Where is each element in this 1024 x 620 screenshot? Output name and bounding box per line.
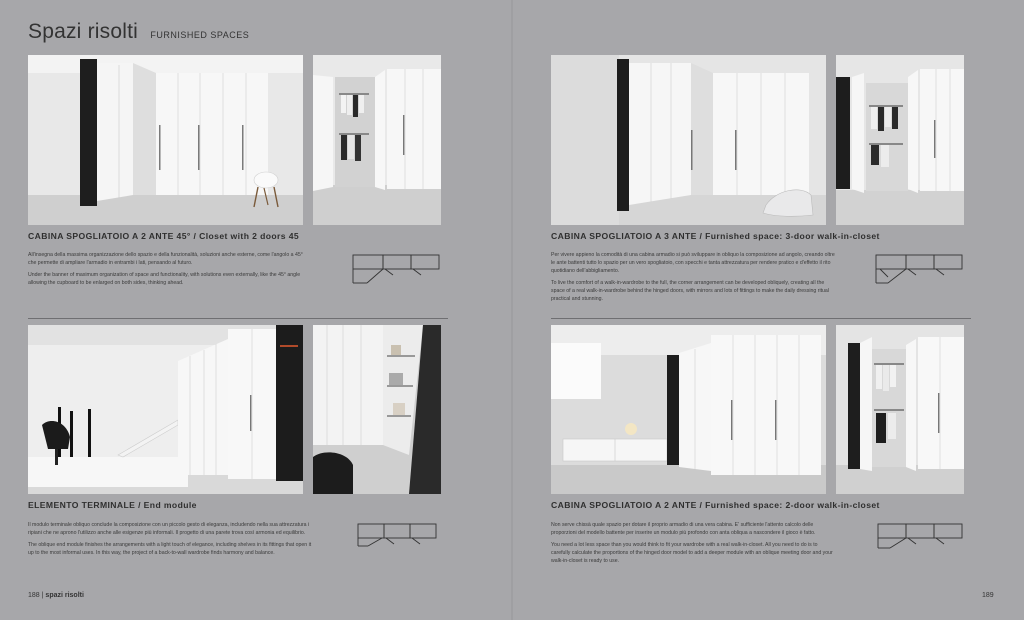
title-english: FURNISHED SPACES bbox=[150, 30, 250, 40]
paragraph-italian: Non serve chissà quale spazio per dotare il proprio armadio di una vera cabina. E' sufficiente l'attento calcolo delle proporzioni del modello battente per inserire un modulo più profondo con anta obliqua a nascondere il gioco è fatto. bbox=[551, 522, 816, 537]
paragraph-italian: Per vivere appieno la comodità di una cabina armadio si può sviluppare in obliquo la composizione ad angolo, creando oltre le ante battenti tutto lo spazio per un vero spogliatoio, con specchi e tanta attrezzatura per rendere pratico e d'effetto il rito quotidiano dell'abbigliamento. bbox=[551, 252, 835, 275]
photo-three-door-closet bbox=[551, 55, 826, 225]
page-number-right: 189 bbox=[982, 592, 994, 599]
page-number-left: 188 bbox=[28, 592, 40, 599]
photo-corner-wardrobe-45 bbox=[28, 55, 303, 225]
page-title bbox=[28, 20, 249, 44]
floor-plan-diagram bbox=[874, 253, 966, 289]
section-divider bbox=[28, 318, 448, 319]
floor-plan-diagram bbox=[351, 253, 443, 289]
section-1-text bbox=[28, 251, 303, 291]
photo-two-door-closet-interior bbox=[836, 325, 964, 494]
section-3-caption: ELEMENTO TERMINALE / End module bbox=[28, 500, 197, 510]
paragraph-english: Under the banner of maximum organization of space and functionality, with solutions even externally, like the 45° angle allowing the cupboard to be enlarged on both sides, thinking ahead. bbox=[28, 272, 301, 287]
photo-end-module-room bbox=[28, 325, 303, 494]
floor-plan-diagram bbox=[876, 522, 966, 552]
floor-plan-diagram bbox=[356, 522, 440, 552]
section-divider bbox=[551, 318, 971, 319]
photo-two-door-closet-room bbox=[551, 325, 826, 494]
section-1-caption: CABINA SPOGLIATOIO A 2 ANTE 45° / Closet with 2 doors 45 bbox=[28, 231, 300, 241]
paragraph-english: You need a lot less space than you would think to fit your wardrobe with a real walk-in-closet. All you need to do is to carefully calculate the proportions of the hinged door model to add a deeper module with an oblique meeting door and your walk-in-closet is ready to use. bbox=[551, 542, 833, 565]
photo-walk-in-closet-interior bbox=[836, 55, 964, 225]
section-2-caption: CABINA SPOGLIATOIO A 3 ANTE / Furnished space: 3-door walk-in-closet bbox=[551, 231, 880, 241]
photo-closet-open-interior bbox=[313, 55, 441, 225]
title-italian: Spazi risolti bbox=[28, 20, 138, 43]
paragraph-english: To live the comfort of a walk-in-wardrobe to the full, the corner arrangement can be developed obliquely, creating all the space of a real walk-in-wardrobe behind the hinged doors, with mirrors and lots of fittings to make the daily dressing ritual practical and stunning. bbox=[551, 280, 829, 303]
folio-left bbox=[28, 592, 84, 599]
folio-right bbox=[982, 592, 994, 599]
section-4-caption: CABINA SPOGLIATOIO A 2 ANTE / Furnished space: 2-door walk-in-closet bbox=[551, 500, 880, 510]
photo-end-module-shelves bbox=[313, 325, 441, 494]
section-3-text bbox=[28, 521, 313, 561]
section-2-text bbox=[551, 251, 836, 307]
page-gutter bbox=[511, 0, 513, 620]
paragraph-italian: Il modulo terminale obliquo conclude la composizione con un piccolo gesto di eleganza, includendo nella sua attrezzatura i ripiani che ne aprono l'utilizzo anche alle esigenze più informali. Il progetto di una parete trova così armonia ed equilibrio. bbox=[28, 522, 310, 537]
section-4-text bbox=[551, 521, 836, 569]
folio-section-label: spazi risolti bbox=[45, 592, 84, 599]
paragraph-english: The oblique end module finishes the arrangements with a light touch of elegance, including shelves in its fittings that open it up to the most informal uses. In this way, the project of a back-to-wall wardrobe finds harmony and balance. bbox=[28, 542, 312, 557]
paragraph-italian: All'insegna della massima organizzazione dello spazio e della funzionalità, soluzioni anche esterne, come l'angolo a 45° che permette di ampliare l'armadio in entrambi i lati, pensando al futuro. bbox=[28, 252, 303, 267]
folio-separator: | bbox=[41, 592, 44, 599]
